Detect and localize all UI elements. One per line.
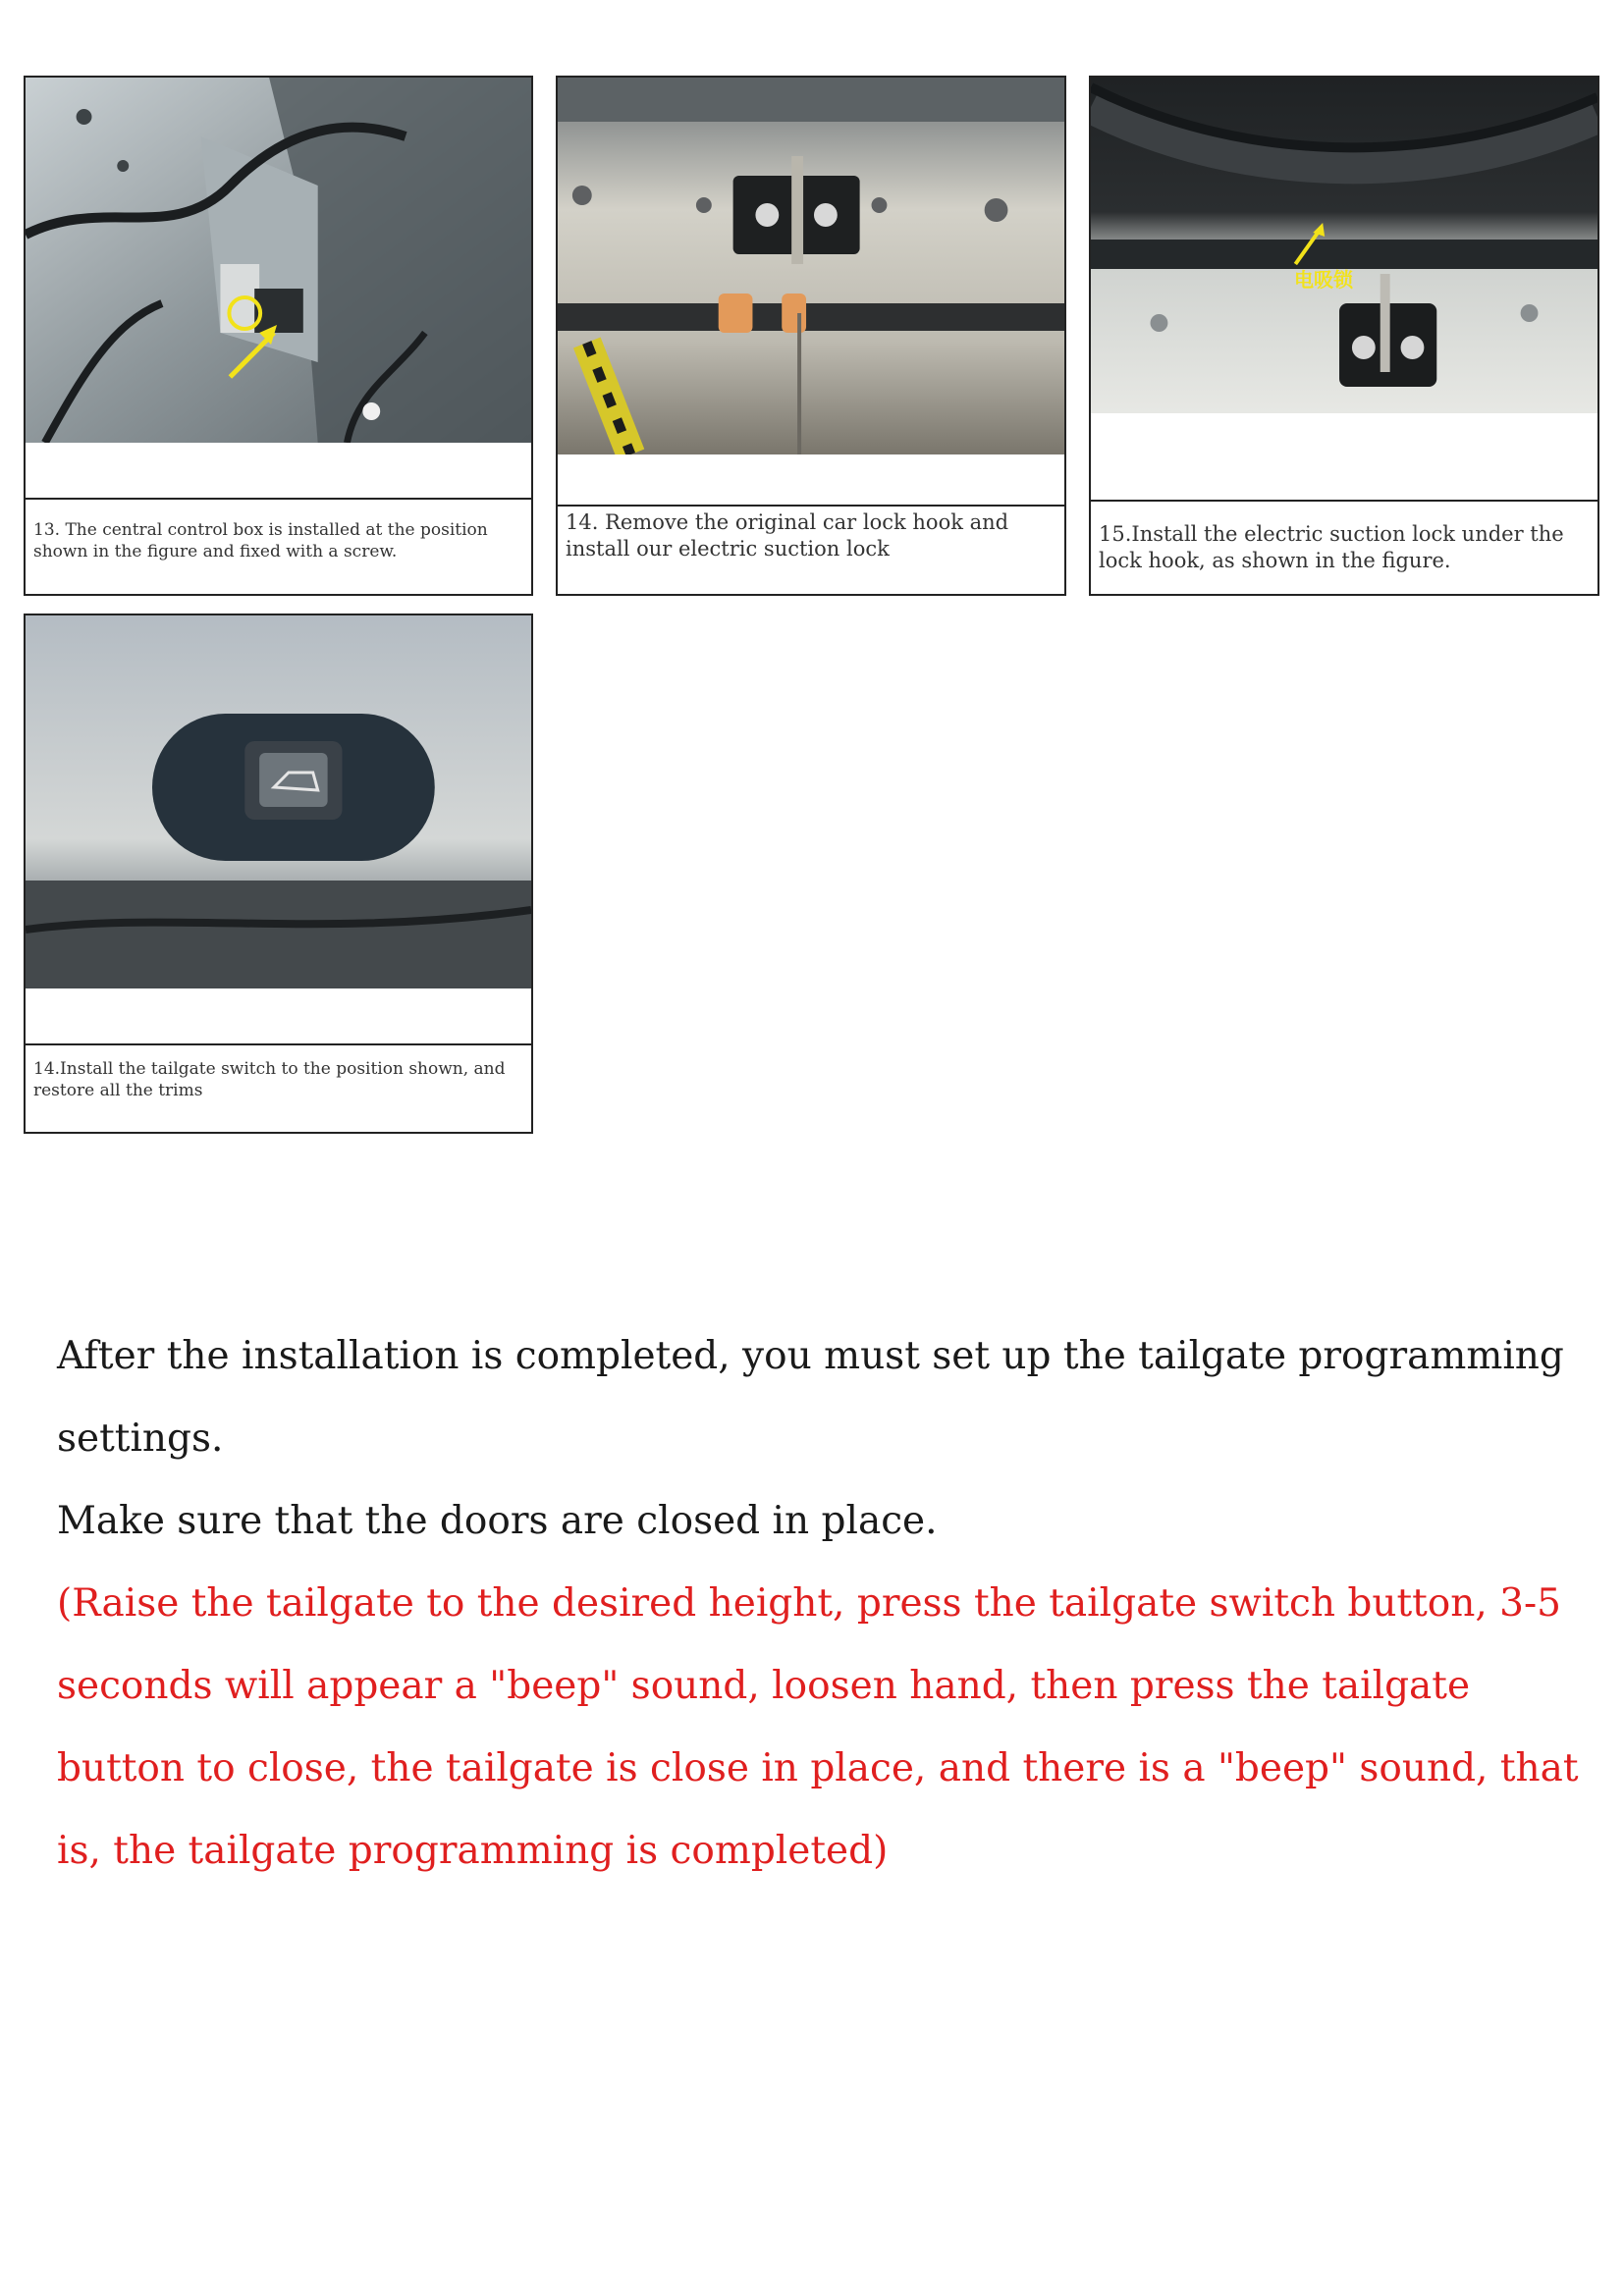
step-15-card: [1089, 76, 1599, 596]
step-14-card: [556, 76, 1066, 596]
step-14b-caption: 14.Install the tailgate switch to the position shown, and restore all the trims: [33, 1059, 506, 1101]
instruction-line-1: After the installation is completed, you must set up the tailgate programming settings.: [57, 1334, 1564, 1461]
photo-annotation-label: 电吸锁: [1294, 268, 1353, 292]
divider: [26, 498, 531, 500]
divider: [558, 505, 1064, 507]
step-14b-card: [24, 614, 533, 1134]
step-13-caption: 13. The central control box is installed at the position shown in the figure and fixed with a screw.: [33, 520, 488, 562]
step-15-photo: [1091, 78, 1597, 413]
step-13-card: [24, 76, 533, 596]
tailgate-switch-photo: [26, 615, 531, 988]
divider: [1091, 500, 1597, 502]
step-14-caption: 14. Remove the original car lock hook and install our electric suction lock: [566, 510, 1009, 561]
instruction-line-2: Make sure that the doors are closed in place.: [57, 1499, 938, 1543]
programming-note: (Raise the tailgate to the desired height, press the tailgate switch button, 3-5 seconds will appear a "beep" sound, loosen hand, then press the tailgate button to close, the tailgate is close in place, and there is a "beep" sound, that is, the tailgate programming is completed): [57, 1581, 1579, 1873]
instructions-block: [57, 1315, 1598, 1893]
step-13-photo: [26, 78, 531, 443]
divider: [26, 1043, 531, 1045]
step-15-caption: 15.Install the electric suction lock under the lock hook, as shown in the figure.: [1099, 522, 1564, 573]
step-14-photo: [558, 78, 1064, 454]
